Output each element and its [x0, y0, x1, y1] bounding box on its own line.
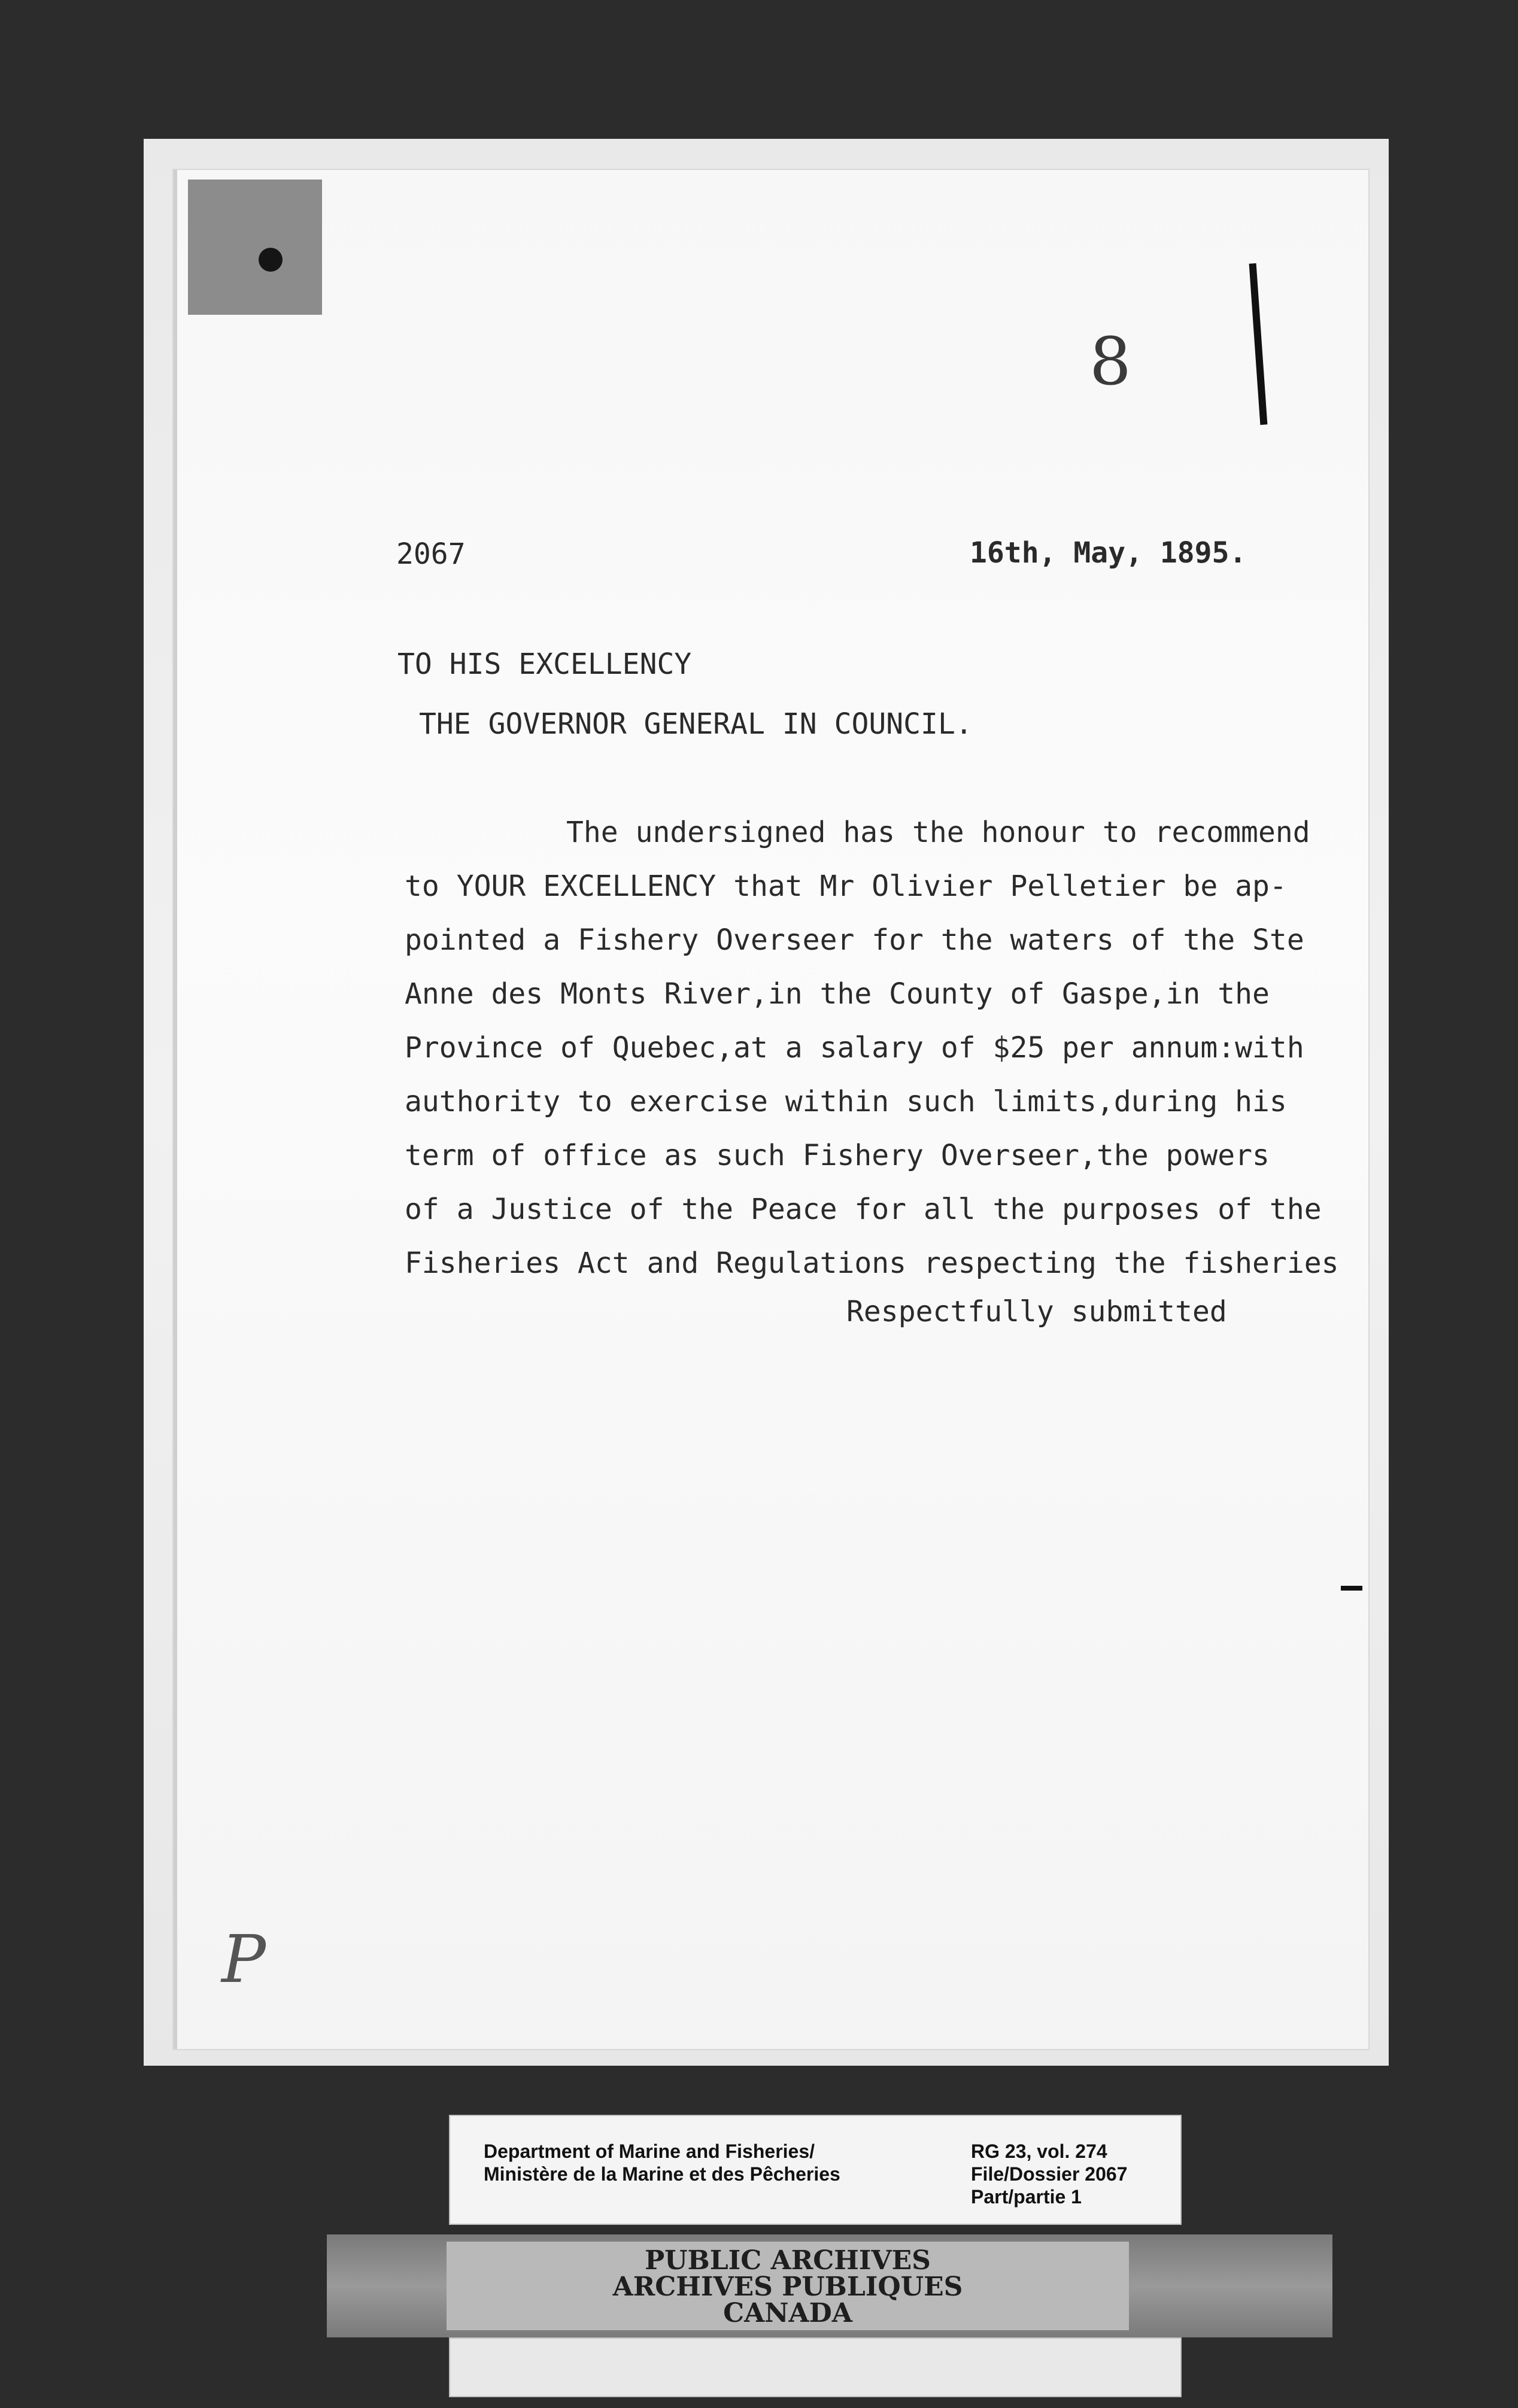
document-date: 16th, May, 1895.	[970, 536, 1247, 570]
archive-reference	[971, 2140, 1127, 2208]
record-group: RG 23, vol. 274	[971, 2141, 1107, 2162]
archives-stamp	[447, 2242, 1129, 2330]
addressee-line-2: THE GOVERNOR GENERAL IN COUNCIL.	[419, 707, 973, 741]
body-line: Fisheries Act and Regulations respecting the fisheries	[405, 1246, 1339, 1280]
stamp-line-1: PUBLIC ARCHIVES	[645, 2245, 931, 2276]
department-fr: Ministère de la Marine et des Pêcheries	[484, 2163, 840, 2185]
body-line: The undersigned has the honour to recommend	[566, 816, 1310, 849]
archives-stamp-text	[447, 2245, 1129, 2328]
stamp-line-2: ARCHIVES PUBLIQUES	[612, 2272, 963, 2302]
handwritten-number: 8	[1089, 323, 1131, 400]
body-line: to YOUR EXCELLENCY that Mr Olivier Pelletier be ap-	[405, 869, 1287, 903]
body-line: Province of Quebec,at a salary of $25 per annum:with	[405, 1031, 1304, 1065]
body-line: term of office as such Fishery Overseer,the powers	[405, 1139, 1270, 1172]
part-number: Part/partie 1	[971, 2186, 1082, 2208]
body-paragraph	[405, 805, 1339, 1290]
archives-stamp-strip	[327, 2234, 1332, 2337]
body-line: Anne des Monts River,in the County of Gaspe,in the	[405, 977, 1270, 1011]
archive-label-card	[449, 2115, 1182, 2225]
punch-hole	[259, 248, 283, 272]
body-line: pointed a Fishery Overseer for the waters of the Ste	[405, 923, 1304, 957]
file-number: File/Dossier 2067	[971, 2163, 1128, 2185]
stamp-line-3: CANADA	[723, 2298, 852, 2328]
bottom-card	[449, 2337, 1182, 2397]
reference-number: 2067	[396, 537, 466, 571]
handwritten-initial: P	[221, 1921, 266, 1997]
body-line: authority to exercise within such limits,during his	[405, 1085, 1287, 1118]
archive-department	[484, 2140, 840, 2185]
edge-tick-mark	[1341, 1586, 1362, 1591]
tab-stub	[188, 180, 322, 315]
addressee-line-1: TO HIS EXCELLENCY	[397, 647, 692, 681]
department-en: Department of Marine and Fisheries/	[484, 2141, 815, 2162]
signoff: Respectfully submitted	[846, 1295, 1227, 1328]
body-line: of a Justice of the Peace for all the purposes of the	[405, 1193, 1322, 1226]
